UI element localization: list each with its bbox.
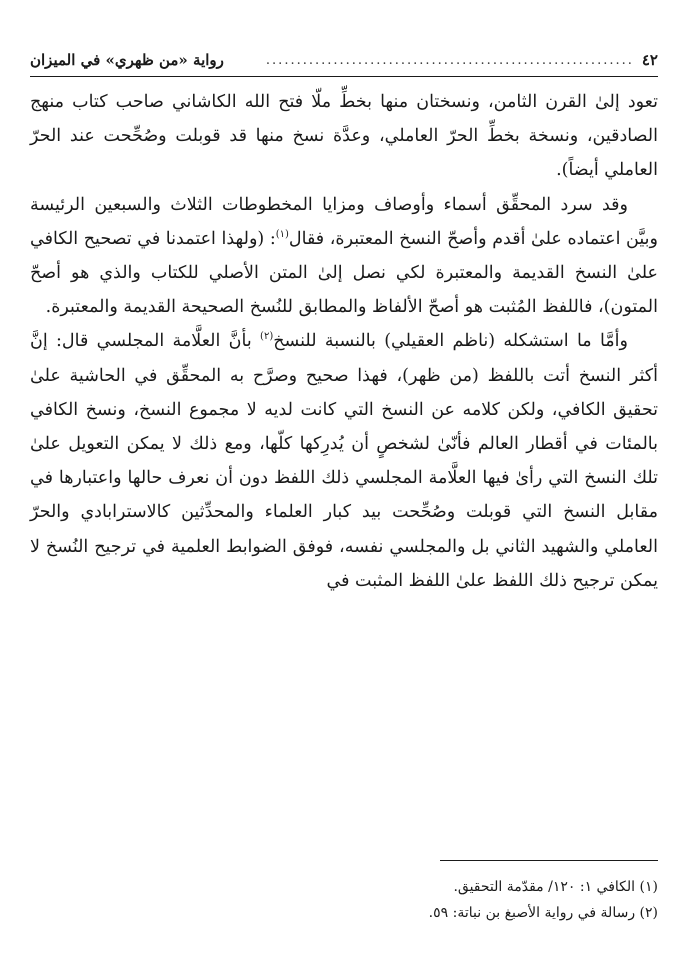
paragraph-3-part-1: وأمَّا ما استشكله (ناظم العقيلي) بالنسبة للنسخ [273,331,628,352]
footnotes [30,874,658,926]
footnote-1: (١) الكافي ١: ١٢٠/ مقدّمة التحقيق. [453,879,658,895]
footnote-2: (٢) رسالة في رواية الأصبغ بن نباتة: ٥٩. [428,905,658,921]
running-title: رواية «من ظهري» في الميزان [30,51,224,69]
paragraph-1: تعود إلىٰ القرن الثامن، ونسختان منها بخطِّ ملّا فتح الله الكاشاني صاحب كتاب منهج الصادقين، ونسخة بخطِّ الحرّ العاملي، وعدَّة نسخ منها قد قوبلت وصُحِّحت عند الحرّ العاملي أيضاً). [30,92,658,181]
footnote-ref-1: (١) [275,228,289,240]
body-text [30,85,658,598]
paragraph-2 [30,188,658,325]
paragraph-3 [30,324,658,598]
paragraph-2-part-1: وقد سرد المحقِّق أسماء وأوصاف ومزايا المخطوطات الثلاث والسبعين الرئيسة وبيَّن اعتماده علىٰ أقدم وأصحّ النسخ المعتبرة، فقال [30,194,658,249]
paragraph-3-part-2: بأنَّ العلَّامة المجلسي قال: إنَّ أكثر النسخ أتت باللفظ (من ظهر)، فهذا صحيح وصرَّح به المحقِّق في الحاشية علىٰ تحقيق الكافي، ولكن كلامه عن النسخ التي كانت لديه لا مجموع النسخ، ونسخ الكافي بالمئات في أقطار العالم فأنّىٰ لشخصٍ أن يُدرِكها كلّها، ومع ذلك لا يمكن التعويل علىٰ تلك النسخ التي رأىٰ فيها العلَّامة المجلسي ذلك اللفظ دون أن نعرف حالها واعتبارها في مقابل النسخ التي قوبلت وصُحِّحت بيد كبار العلماء والمحدِّثين كالاسترابادي والحرّ العاملي والشهيد الثاني بل والمجلسي نفسه، فوفق الضوابط العلمية في ترجيح النُسخ لا يمكن ترجيح ذلك اللفظ علىٰ اللفظ المثبت في [30,331,658,591]
header-rule [30,76,658,77]
footnote-ref-2: (٢) [260,331,274,343]
footnote-separator [440,860,658,861]
page-number: ٤٢ [641,51,658,69]
running-header [30,48,658,72]
header-leader-dots: ............................................................ [265,52,634,68]
paragraph-2-part-2: : (ولهذا اعتمدنا في تصحيح الكافي علىٰ النسخ القديمة والمعتبرة لكي نصل إلىٰ المتن الأصلي للكتاب والذي هو أصحّ المتون)، فاللفظ المُثبت هو أصحّ الألفاظ والمطابق للنُسخ الصحيحة القديمة والمعتبرة. [30,228,658,318]
book-page [30,48,658,948]
